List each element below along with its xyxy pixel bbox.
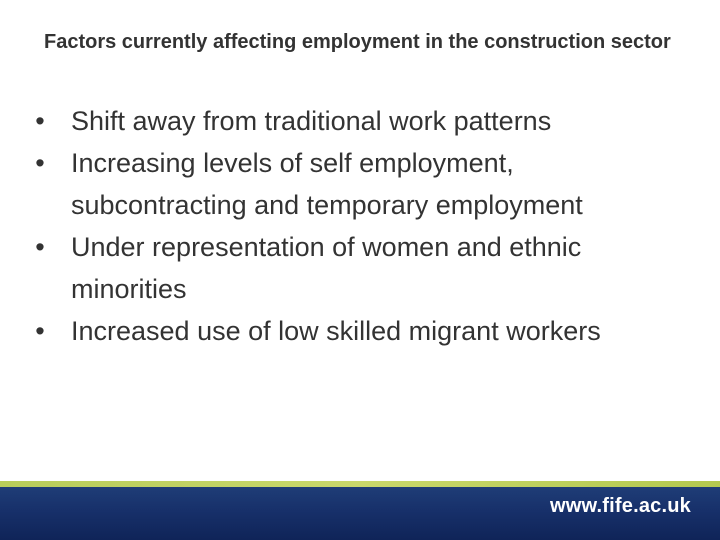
bullet-text: Increasing levels of self employment, subcontracting and temporary employment [71,148,583,220]
bullet-marker: • [35,148,45,178]
bullet-marker: • [35,232,45,262]
slide-title: Factors currently affecting employment in the construction sector [44,31,671,53]
bullet-text: Under representation of women and ethnic minorities [71,232,582,304]
footer-url[interactable]: www.fife.ac.uk [550,495,691,517]
bullet-item [30,226,690,310]
bullet-item [30,142,690,226]
bullet-list [30,100,690,352]
bullet-marker: • [35,106,45,136]
bullet-text: Shift away from traditional work patterns [71,106,552,136]
bullet-item [30,310,690,352]
bullet-text: Increased use of low skilled migrant workers [71,316,601,346]
bullet-marker: • [35,316,45,346]
bullet-item [30,100,690,142]
